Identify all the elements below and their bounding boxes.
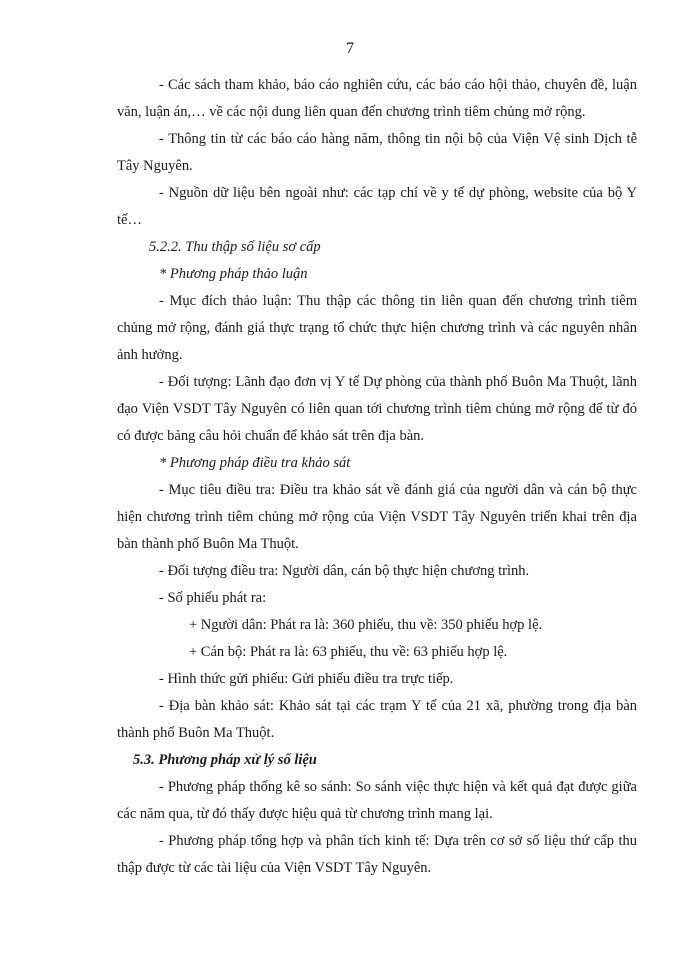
paragraph-survey-area: - Địa bàn khảo sát: Khảo sát tại các trạm Y tế của 21 xã, phường trong địa bàn thành phố Buôn Ma Thuột. bbox=[117, 698, 637, 741]
page-number: 7 bbox=[346, 40, 354, 57]
list-item-residents: + Người dân: Phát ra là: 360 phiếu, thu về: 350 phiếu hợp lệ. bbox=[189, 617, 543, 633]
paragraph-synthesis-analysis: - Phương pháp tổng hợp và phân tích kinh tế: Dựa trên cơ sở số liệu thứ cấp thu thập được từ các tài liệu của Viện VSDT Tây Nguyên. bbox=[117, 833, 637, 876]
paragraph-comparative-statistics: - Phương pháp thống kê so sánh: So sánh việc thực hiện và kết quả đạt được giữa các năm qua, từ đó thấy được hiệu quả từ chương trình mang lại. bbox=[117, 779, 637, 822]
paragraph-questionnaires-issued: - Số phiếu phát ra: bbox=[159, 590, 267, 606]
paragraph-distribution-form: - Hình thức gửi phiếu: Gửi phiếu điều tra trực tiếp. bbox=[159, 671, 454, 687]
heading-5-2-2: 5.2.2. Thu thập số liệu sơ cấp bbox=[149, 239, 321, 255]
heading-survey-method: * Phương pháp điều tra khảo sát bbox=[159, 455, 351, 471]
paragraph-external-sources: - Nguồn dữ liệu bên ngoài như: các tạp chí về y tế dự phòng, website của bộ Y tế… bbox=[117, 185, 637, 228]
paragraph-discussion-purpose: - Mục đích thảo luận: Thu thập các thông tin liên quan đến chương trình tiêm chủng mở rộng, đánh giá thực trạng tổ chức thực hiện chương trình và các nguyên nhân ảnh hưởng. bbox=[117, 293, 637, 363]
heading-discussion-method: * Phương pháp thảo luận bbox=[159, 266, 308, 282]
paragraph-discussion-subjects: - Đối tượng: Lãnh đạo đơn vị Y tế Dự phòng của thành phố Buôn Ma Thuột, lãnh đạo Viện VSDT Tây Nguyên có liên quan tới chương trình tiêm chủng mở rộng để từ đó có được bảng câu hỏi chuẩn để khảo sát trên địa bàn. bbox=[117, 374, 637, 444]
paragraph-survey-subjects: - Đối tượng điều tra: Người dân, cán bộ thực hiện chương trình. bbox=[159, 563, 530, 579]
list-item-staff: + Cán bộ: Phát ra là: 63 phiếu, thu về: 63 phiếu hợp lệ. bbox=[189, 644, 508, 660]
paragraph-survey-objective: - Mục tiêu điều tra: Điều tra khảo sát về đánh giá của người dân và cán bộ thực hiện chương trình tiêm chủng mở rộng của Viện VSDT Tây Nguyên triển khai trên địa bàn thành phố Buôn Ma Thuột. bbox=[117, 482, 637, 552]
document-body bbox=[117, 72, 637, 882]
paragraph-reference-books: - Các sách tham khảo, báo cáo nghiên cứu, các báo cáo hội thảo, chuyên đề, luận văn, luận án,… về các nội dung liên quan đến chương trình tiêm chủng mở rộng. bbox=[117, 77, 637, 120]
paragraph-annual-reports: - Thông tin từ các báo cáo hàng năm, thông tin nội bộ của Viện Vệ sinh Dịch tễ Tây Nguyên. bbox=[117, 131, 637, 174]
heading-5-3: 5.3. Phương pháp xử lý số liệu bbox=[133, 752, 317, 768]
